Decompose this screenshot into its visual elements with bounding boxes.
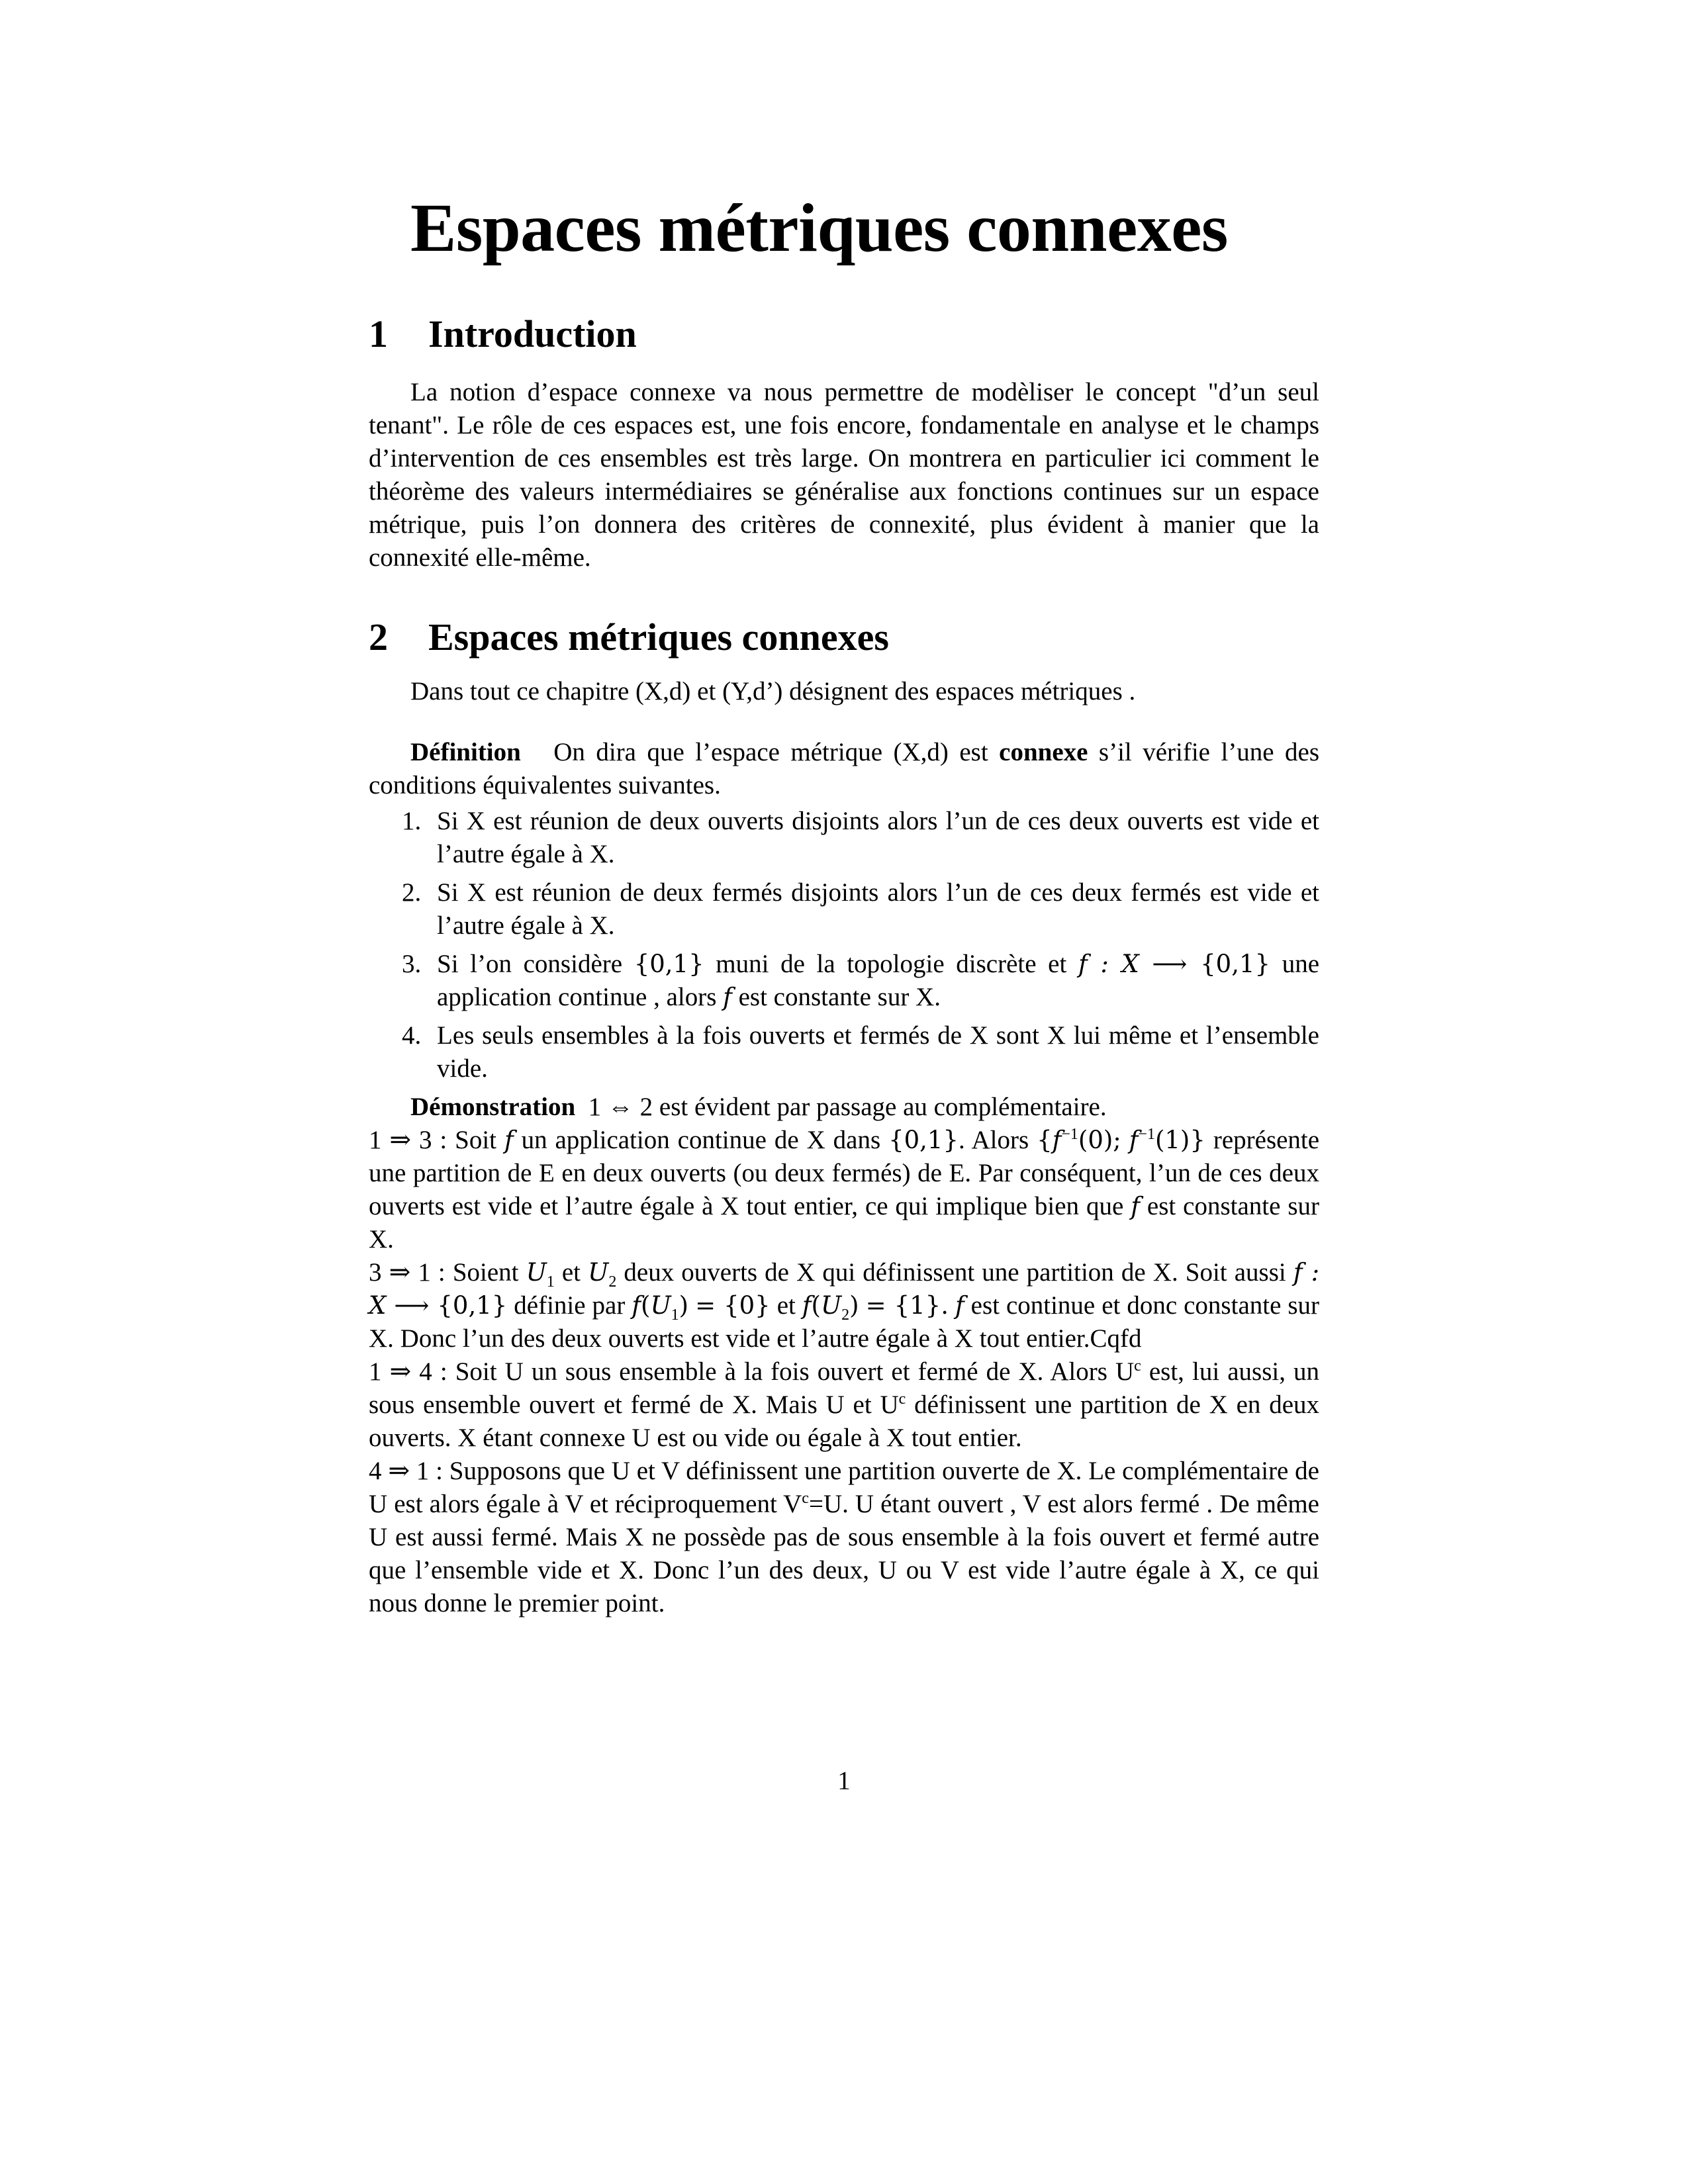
item-text: une application continue , alors — [437, 950, 1320, 1011]
math-brace-open: { — [1037, 1126, 1053, 1154]
math-paren: ) — [679, 1291, 689, 1320]
item-number: 2. — [402, 878, 422, 907]
math-f: f — [723, 983, 732, 1011]
list-item — [369, 876, 1319, 942]
section-title: Espaces métriques connexes — [428, 615, 889, 659]
math-subscript: 2 — [608, 1273, 617, 1291]
math-f: f — [955, 1291, 964, 1320]
math-arg: (0); — [1078, 1126, 1121, 1154]
demonstration-text: 1 ⇔ 2 est évident par passage au complémentaire. — [588, 1093, 1107, 1121]
demonstration-label: Démonstration — [410, 1093, 576, 1121]
math-arrow: ⟶ — [1139, 950, 1201, 978]
demonstration-first-line — [369, 1091, 1319, 1124]
math-domain: : X — [1087, 950, 1139, 978]
proof-text: un application continue de X dans — [521, 1126, 881, 1154]
proof-text: 4 ⇒ 1 : Supposons que U et V définissent une partition ouverte de X. Le complémentaire de U est alors égale à V et réciproquement V — [369, 1457, 1319, 1518]
math-U: U — [588, 1258, 609, 1287]
definition-label: Définition — [410, 738, 521, 766]
item-number: 4. — [402, 1021, 422, 1050]
definition-text: On dira que l’espace métrique (X,d) est — [553, 738, 988, 766]
math-paren: ) — [849, 1291, 859, 1320]
definition-paragraph — [369, 736, 1319, 802]
item-text: Les seuls ensembles à la fois ouverts et fermés de X sont X lui même et l’ensemble vide. — [437, 1021, 1319, 1083]
proof-text: est continue et donc constante sur X. Donc l’un des deux ouverts est vide et l’autre égale à X tout entier.Cqfd — [369, 1291, 1320, 1353]
section-title: Introduction — [428, 312, 637, 355]
math-f: f — [1052, 1126, 1062, 1154]
math-arrow: ⟶ — [386, 1291, 438, 1320]
math-brace-close: } — [1190, 1126, 1205, 1154]
math-U: U — [526, 1258, 547, 1287]
item-text: muni de la topologie discrète et — [716, 950, 1067, 978]
list-item — [369, 948, 1319, 1014]
list-item — [369, 805, 1319, 871]
chapter-note: Dans tout ce chapitre (X,d) et (Y,d’) désignent des espaces métriques . — [410, 677, 1136, 705]
math-equation: = {1}. — [865, 1291, 949, 1320]
section-heading-espaces-connexes — [369, 614, 1319, 660]
item-text: Si X est réunion de deux ouverts disjoints alors l’un de ces deux ouverts est vide et l’autre égale à X. — [437, 807, 1319, 868]
math-subscript: 2 — [841, 1306, 850, 1324]
math-arg: (1) — [1154, 1126, 1190, 1154]
item-number: 1. — [402, 807, 422, 835]
definition-keyword: connexe — [999, 738, 1088, 766]
proof-4-implies-1 — [369, 1455, 1319, 1620]
proof-text: définissent une partition de X en deux ouverts. X étant connexe U est ou vide ou égale à X tout entier. — [369, 1390, 1320, 1452]
math-f: f — [1131, 1192, 1140, 1220]
proof-text: =U. U étant ouvert , V est alors fermé . De même U est aussi fermé. Mais X ne possède pas de sous ensemble à la fois ouvert et fermé autre que l’ensemble vide et X. Donc l’un des deux, U ou V est vide l’autre égale à X, ce qui nous donne le premier point. — [369, 1490, 1319, 1617]
item-text: est constante sur X. — [738, 983, 941, 1011]
page-title: Espaces métriques connexes — [410, 190, 1228, 266]
math-equation: = {0} — [695, 1291, 771, 1320]
math-exponent: −1 — [1061, 1126, 1078, 1143]
math-exponent: c — [1134, 1357, 1141, 1375]
definition-text: s’il vérifie l’une des conditions équivalentes suivantes. — [369, 738, 1320, 799]
math-subscript: 1 — [546, 1273, 555, 1291]
math-exponent: c — [898, 1390, 906, 1408]
math-set: {0,1} — [633, 950, 704, 978]
intro-paragraph: La notion d’espace connexe va nous permettre de modèliser le concept "d’un seul tenant". Le rôle de ces espaces est, une fois encore, fondamentale en analyse et le champs d’intervention de ces ensembles est très large. On montrera en particulier ici comment le théorème des valeurs intermédiaires se généralise aux fonctions continues sur un espace métrique, puis l’on donnera des critères de connexité, plus évident à manier que la connexité elle-même. — [369, 378, 1319, 572]
list-item — [369, 1019, 1319, 1085]
math-paren: ( — [811, 1291, 821, 1320]
math-domain: : X — [369, 1258, 1320, 1320]
proof-text: représente une partition de E en deux ouverts (ou deux fermés) de E. Par conséquent, l’un de ces deux ouverts est vide et l’autre égale à X tout entier, ce qui implique bien que — [369, 1126, 1320, 1220]
proof-text: est, lui aussi, un sous ensemble ouvert et fermé de X. Mais U et U — [369, 1357, 1320, 1419]
page-body — [369, 185, 1319, 1620]
proof-1-implies-3 — [369, 1124, 1319, 1256]
section-heading-introduction — [369, 311, 1319, 357]
proof-3-implies-1 — [369, 1256, 1319, 1355]
page-number: 1 — [837, 1766, 851, 1795]
math-exponent: −1 — [1138, 1126, 1155, 1143]
item-text: Si X est réunion de deux fermés disjoints alors l’un de ces deux fermés est vide et l’autre égale à X. — [437, 878, 1319, 940]
proof-text: 3 ⇒ 1 : Soient — [369, 1258, 519, 1287]
math-set: {0,1} — [1200, 950, 1271, 978]
proof-text: et — [776, 1291, 796, 1320]
math-f: f — [632, 1291, 641, 1320]
math-f: f — [802, 1291, 812, 1320]
math-subscript: 1 — [671, 1306, 679, 1324]
proof-text: . Alors — [959, 1126, 1029, 1154]
proof-text: définie par — [514, 1291, 626, 1320]
math-paren: ( — [641, 1291, 651, 1320]
math-set: {0,1} — [437, 1291, 508, 1320]
proof-text: et — [561, 1258, 581, 1287]
math-f: f — [1129, 1126, 1139, 1154]
proof-text: 1 ⇒ 4 : Soit U un sous ensemble à la fois ouvert et fermé de X. Alors U — [369, 1357, 1135, 1386]
proof-text: deux ouverts de X qui définissent une partition de X. Soit aussi — [624, 1258, 1286, 1287]
item-text: Si l’on considère — [437, 950, 623, 978]
conditions-list — [369, 805, 1319, 1085]
section-number: 2 — [369, 615, 388, 659]
section-number: 1 — [369, 312, 388, 355]
math-f: f — [1078, 950, 1088, 978]
proof-text: 1 ⇒ 3 : Soit — [369, 1126, 497, 1154]
math-set: {0,1} — [888, 1126, 959, 1154]
proof-text: est constante sur X. — [369, 1192, 1320, 1253]
item-number: 3. — [402, 950, 422, 978]
math-f: f — [504, 1126, 514, 1154]
math-U: U — [650, 1291, 671, 1320]
math-U: U — [820, 1291, 842, 1320]
math-exponent: c — [802, 1490, 809, 1507]
proof-1-implies-4 — [369, 1355, 1319, 1455]
math-f: f — [1293, 1258, 1303, 1287]
